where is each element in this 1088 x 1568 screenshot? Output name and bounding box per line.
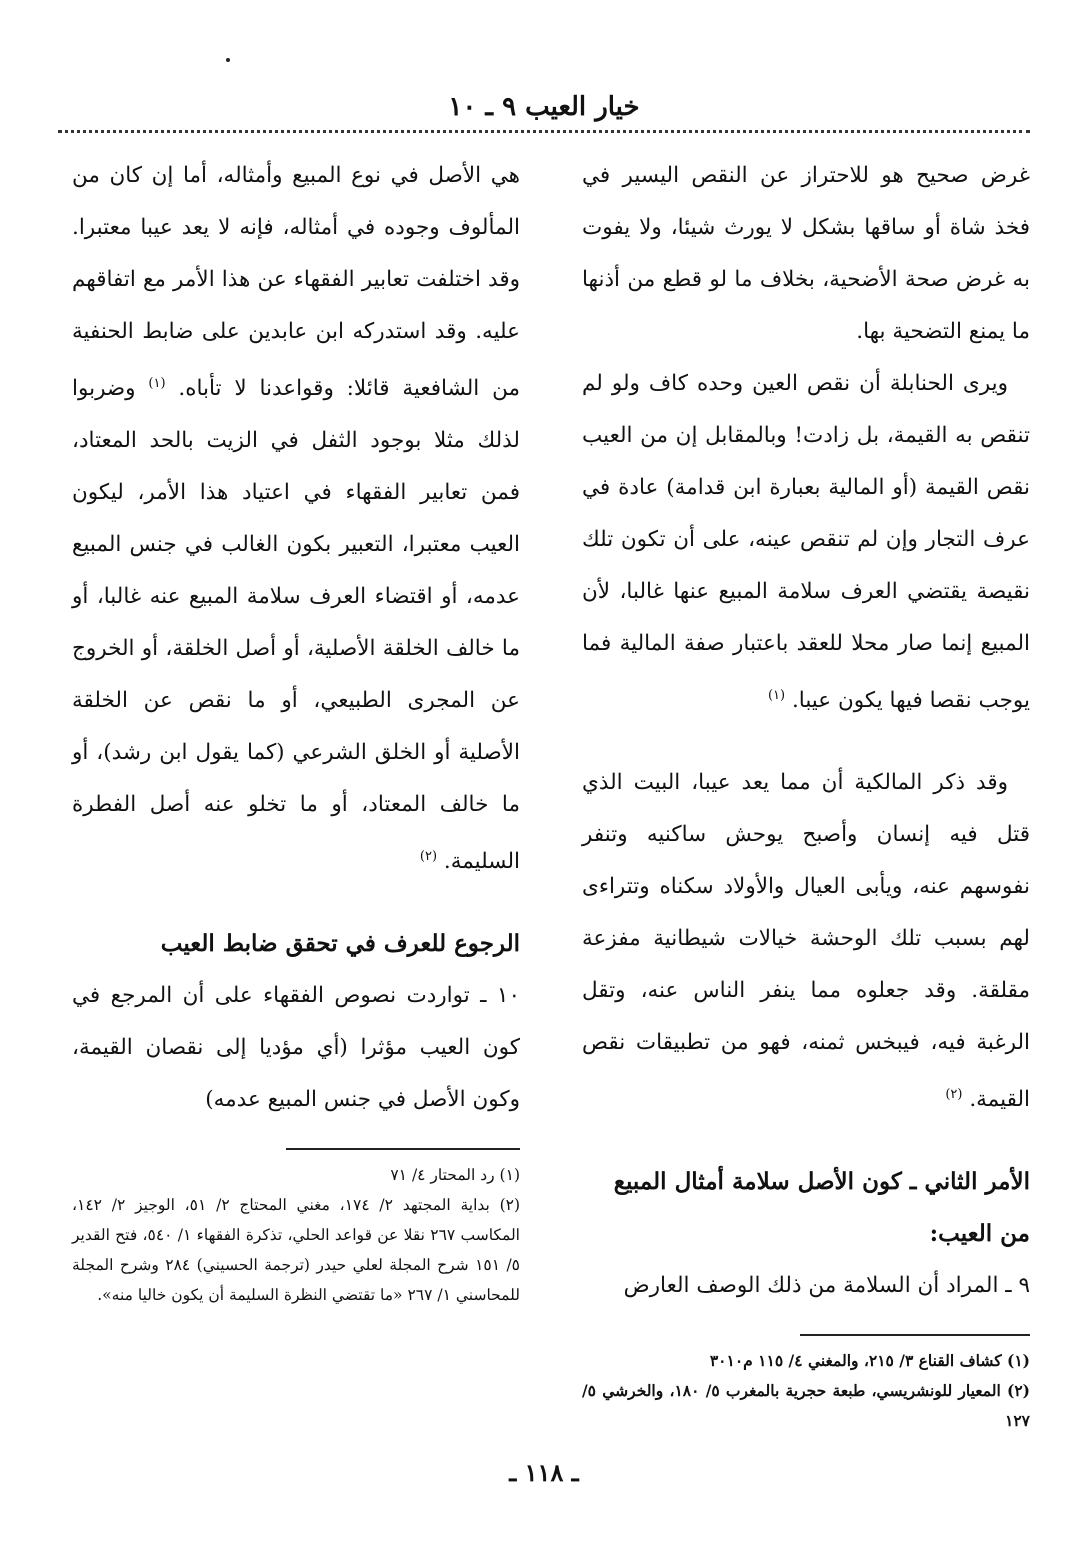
header-divider [58, 130, 1030, 133]
paragraph: ٩ ـ المراد أن السلامة من ذلك الوصف العارض [623, 1273, 1030, 1299]
footnote-reference: (١) [148, 376, 166, 391]
paragraph [582, 358, 1030, 727]
paragraph: غرض صحيح هو للاحتراز عن النقص اليسير في فخذ شاة أو ساقها بشكل لا يورث شيئا، ولا يفوت به غرض صحة الأضحية، بخلاف ما لو قطع من أذنها ما يمنع التضحية بها. [582, 163, 1030, 344]
paragraph-text: ويرى الحنابلة أن نقص العين وحده كاف ولو لم تنقص به القيمة، بل زادت! وبالمقابل إن من العيب نقص القيمة (أو المالية بعبارة ابن قدامة) عادة في عرف التجار وإن لم تنقص عينه، على أن تكون تلك نقيصة يقتضي العرف سلامة المبيع عنها غالبا، لأن المبيع إنما صار محلا للعقد باعتبار صفة المالية فما يوجب نقصا فيها يكون عيبا. [582, 371, 1030, 714]
paragraph [582, 757, 1030, 1126]
footnote-reference: (٢) [945, 1087, 963, 1103]
paragraph: ١٠ ـ تواردت نصوص الفقهاء على أن المرجع في كون العيب مؤثرا (أي مؤديا إلى نقصان القيمة، وكون الأصل في جنس المبيع عدمه) [72, 983, 520, 1113]
running-header: خيار العيب ٩ ـ ١٠ [448, 92, 640, 122]
footnote-divider [800, 1334, 1030, 1336]
page-number: ـ ١١٨ ـ [509, 1458, 579, 1487]
footnote: (١) رد المحتار ٤/ ٧١ [390, 1166, 520, 1185]
footnote-reference: (٢) [419, 849, 438, 865]
paragraph-text: وضربوا لذلك مثلا بوجود الثفل في الزيت بالحد المعتاد، فمن تعابير الفقهاء في اعتياد هذا الأمر، ليكون العيب معتبرا، التعبير بكون الغالب في جنس المبيع عدمه، أو اقتضاء العرف سلامة المبيع عنه غالبا، أو ما خالف الخلقة الأصلية، أو أصل الخلقة، أو الخروج عن المجرى الطبيعي، أو ما نقص عن الخلقة الأصلية أو الخلق الشرعي (كما يقول ابن رشد)، أو ما خالف المعتاد، أو ما تخلو عنه أصل الفطرة السليمة. [72, 376, 520, 875]
right-column [582, 150, 1030, 1436]
footnote-reference: (١) [767, 688, 786, 703]
stray-dot [226, 58, 230, 62]
left-column [72, 150, 520, 1310]
section-heading: الأمر الثاني ـ كون الأصل سلامة أمثال المبيع من العيب: [613, 1168, 1030, 1248]
section-heading: الرجوع للعرف في تحقق ضابط العيب [160, 930, 520, 958]
paragraph-text: وقد ذكر المالكية أن مما يعد عيبا، البيت الذي قتل فيه إنسان وأصبح يوحش ساكنيه وتنفر نفوسهم عنه، ويأبى العيال والأولاد سكناه وتتراءى لهم بسبب تلك الوحشة خيالات شيطانية مفزعة مقلقة. وقد جعلوه مما ينفر الناس عنه، وتقل الرغبة فيه، فيبخس ثمنه، فهو من تطبيقات نقص القيمة. [582, 770, 1030, 1113]
paragraph [72, 150, 520, 888]
footnote: (٢) بداية المجتهد ٢/ ١٧٤، مغني المحتاج ٢/ ٥١، الوجيز ٢/ ١٤٢، المكاسب ٢٦٧ نقلا عن قواعد الحلي، تذكرة الفقهاء ١/ ٥٤٠، فتح القدير ٥/ ١٥١ شرح المجلة لعلي حيدر (ترجمة الحسيني) ٢٨٤ وشرح المجلة للمحاسني ١/ ٢٦٧ «ما تقتضي النظرة السليمة أن يكون خاليا منه». [72, 1196, 521, 1305]
footnote: (٢) المعيار للونشريسي، طبعة حجرية بالمغرب ٥/ ١٨٠، والخرشي ٥/ ١٢٧ [582, 1381, 1030, 1431]
paragraph-text: هي الأصل في نوع المبيع وأمثاله، أما إن كان من المألوف وجوده في أمثاله، فإنه لا يعد عيبا معتبرا. وقد اختلفت تعابير الفقهاء عن هذا الأمر مع اتفاقهم عليه. وقد استدركه ابن عابدين على ضابط الحنفية من الشافعية قائلا: وقواعدنا لا تأباه. [72, 163, 520, 402]
footnote: (١) كشاف القناع ٣/ ٢١٥، والمغني ٤/ ١١٥ م٣٠١٠ [709, 1351, 1030, 1371]
footnote-divider [286, 1148, 520, 1150]
